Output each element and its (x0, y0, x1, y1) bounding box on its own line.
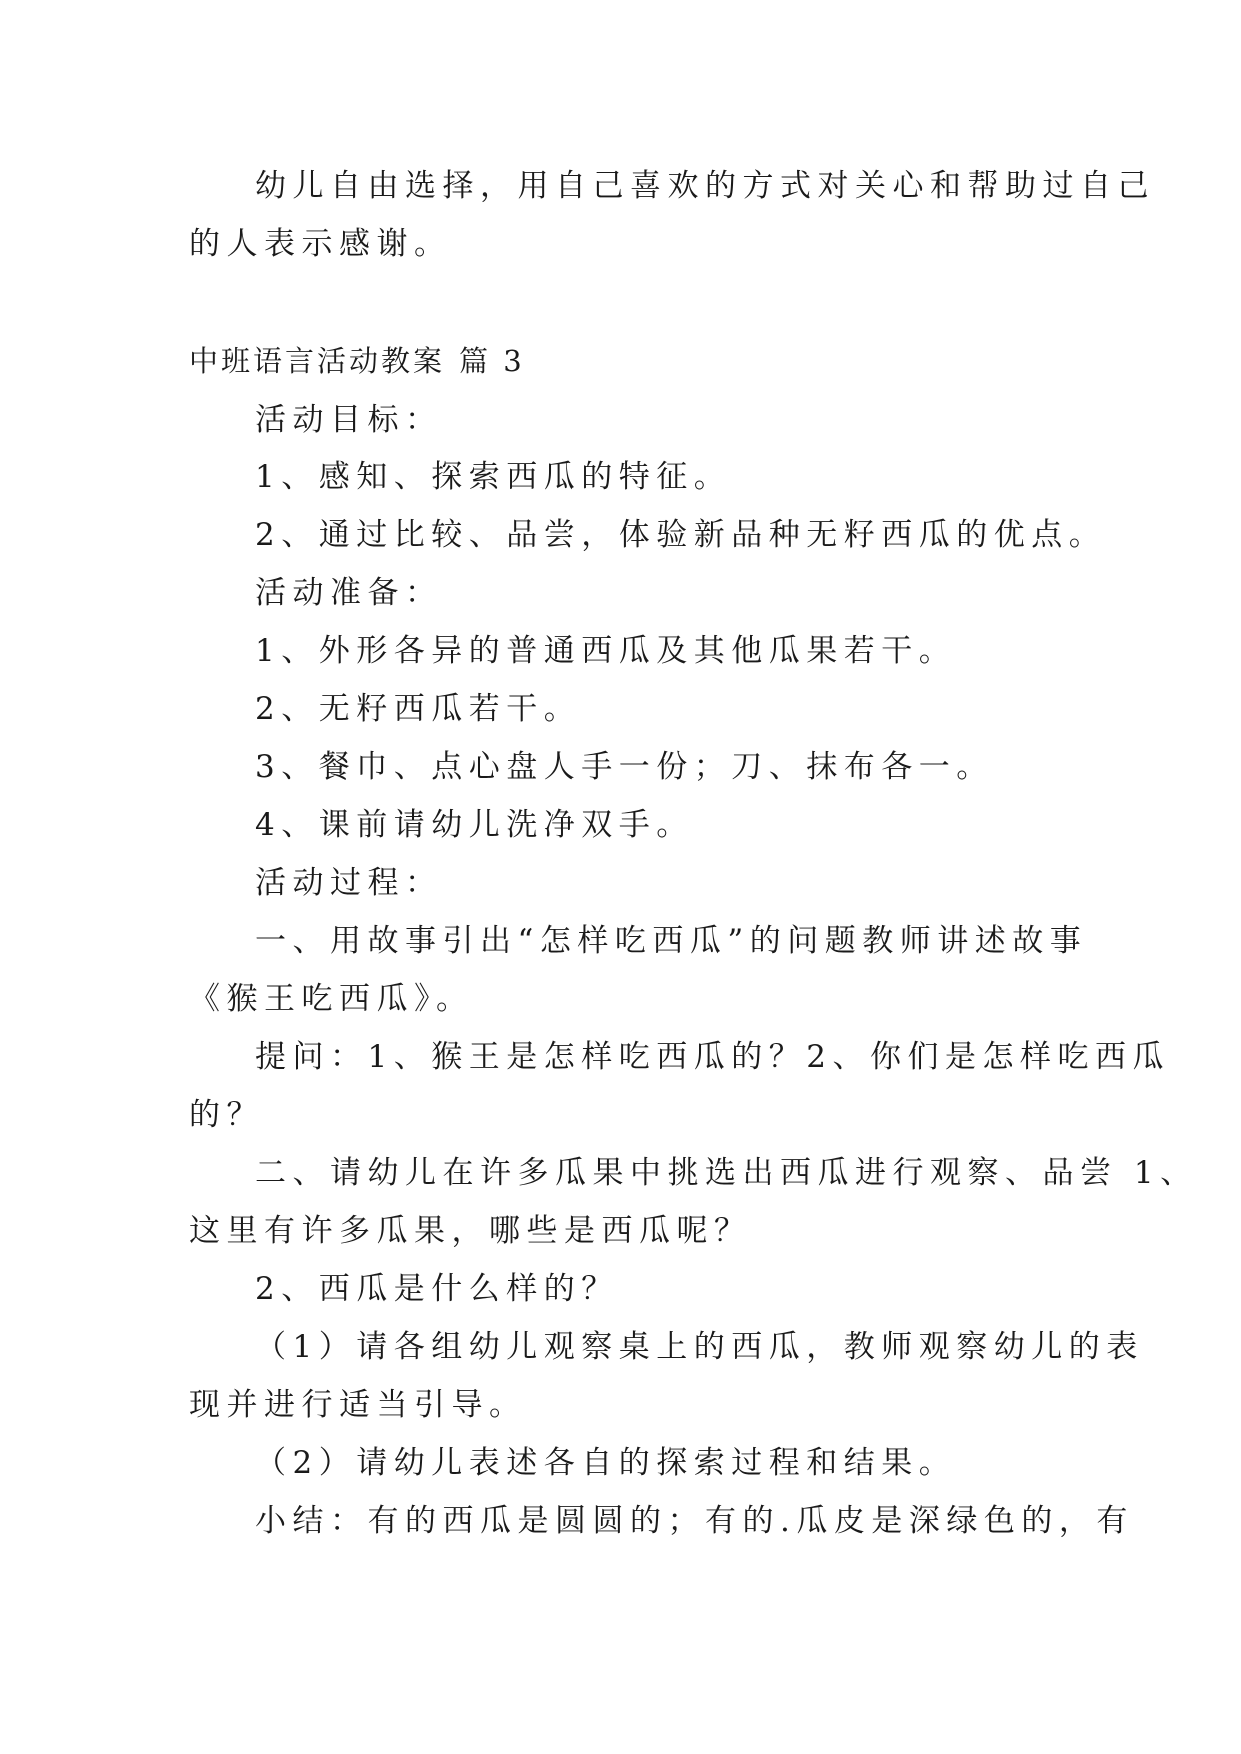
goal-item: 1、感知、探索西瓜的特征。 (255, 459, 732, 495)
sub-step: 2、西瓜是什么样的？ (255, 1271, 619, 1307)
section-part-number: 篇 3 (459, 344, 525, 378)
summary-line: 小结：有的西瓜是圆圆的；有的.瓜皮是深绿色的，有 (255, 1503, 1134, 1539)
sub-step-line: 现并进行适当引导。 (189, 1387, 527, 1423)
process-step-line: 这里有许多瓜果，哪些是西瓜呢？ (189, 1213, 752, 1249)
preparation-label: 活动准备： (255, 575, 443, 611)
intro-paragraph-line: 幼儿自由选择，用自己喜欢的方式对关心和帮助过自己 (255, 168, 1155, 204)
preparation-item: 2、无籽西瓜若干。 (255, 691, 582, 727)
question-line: 的？ (189, 1097, 264, 1133)
preparation-item: 4、课前请幼儿洗净双手。 (255, 807, 694, 843)
question-line: 提问：1、猴王是怎样吃西瓜的？2、你们是怎样吃西瓜 (255, 1039, 1170, 1075)
goals-label: 活动目标： (255, 402, 443, 438)
section-heading (189, 341, 525, 381)
process-step-line: 《猴王吃西瓜》。 (189, 981, 474, 1017)
preparation-item: 3、餐巾、点心盘人手一份；刀、抹布各一。 (255, 749, 994, 785)
intro-paragraph-line: 的人表示感谢。 (189, 226, 452, 262)
process-step-line: 一、用故事引出“怎样吃西瓜”的问题教师讲述故事 (255, 923, 1088, 959)
sub-step-line: （1）请各组幼儿观察桌上的西瓜，教师观察幼儿的表 (255, 1329, 1144, 1365)
process-step-line: 二、请幼儿在许多瓜果中挑选出西瓜进行观察、品尝 1、 (255, 1155, 1198, 1191)
preparation-item: 1、外形各异的普通西瓜及其他瓜果若干。 (255, 633, 957, 669)
sub-step-line: （2）请幼儿表述各自的探索过程和结果。 (255, 1445, 957, 1481)
section-title: 中班语言活动教案 (189, 344, 446, 378)
process-label: 活动过程： (255, 865, 443, 901)
goal-item: 2、通过比较、品尝，体验新品种无籽西瓜的优点。 (255, 517, 1107, 553)
